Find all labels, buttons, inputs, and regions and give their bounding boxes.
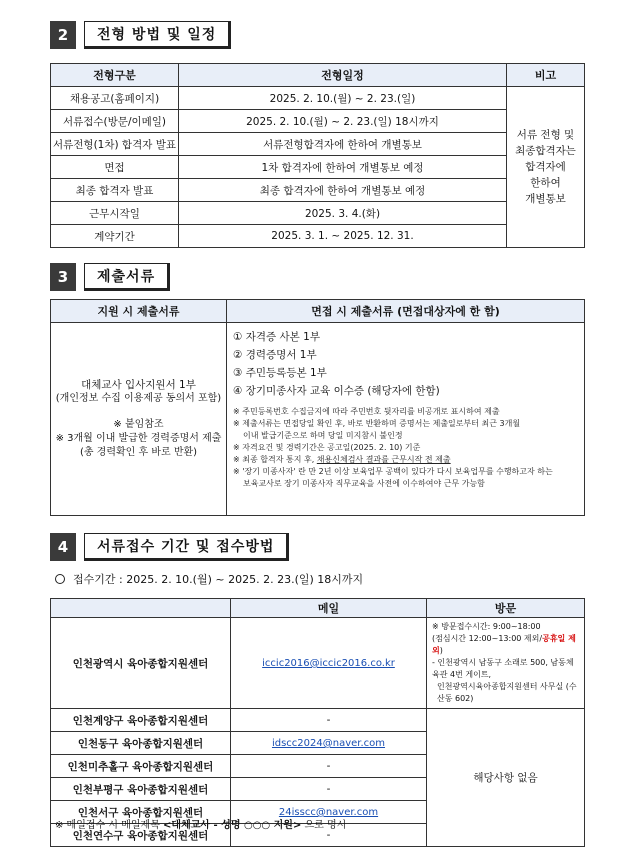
section-2-heading <box>50 21 231 49</box>
table-row <box>51 156 585 179</box>
footnote-text: 으로 명시 <box>301 820 347 831</box>
org-cell: 인천부평구 육아종합지원센터 <box>51 778 231 801</box>
visit-text: (점심시간 12:00~13:00 제외/ <box>432 634 543 643</box>
table-header: 지원 시 제출서류 <box>51 300 227 323</box>
table-row <box>51 110 585 133</box>
note-line: 서류 전형 및 <box>516 129 575 141</box>
mail-cell <box>231 618 427 709</box>
table-header: 방문 <box>427 599 585 618</box>
doc-line: ※ 붙임참조 <box>113 419 164 430</box>
stage-cell: 최종 합격자 발표 <box>51 179 179 202</box>
note-line: ※ '장기 미종사자' 란 만 2년 이상 보육업무 공백이 있다가 다시 보육업무를 수행하고자 하는 <box>233 467 553 476</box>
visit-line: ※ 방문접수시간: 9:00~18:00 <box>432 622 541 631</box>
table-header: 비고 <box>507 64 585 87</box>
note-line: 합격자에 <box>525 161 566 173</box>
mail-cell <box>231 732 427 755</box>
doc-line: 대체교사 입사지원서 1부 <box>81 379 196 391</box>
mail-cell: - <box>231 709 427 732</box>
note-line: 한하여 <box>530 177 561 189</box>
period-text: 접수기간 : 2025. 2. 10.(월) ~ 2025. 2. 23.(일) 18시까지 <box>73 573 364 586</box>
org-cell: 인천광역시 육아종합지원센터 <box>51 618 231 709</box>
table-row <box>51 225 585 248</box>
footnote-text: ※ 메일접수 시 메일제목 <box>55 820 164 831</box>
table-row <box>51 618 585 709</box>
note-cell <box>507 87 585 248</box>
visit-line <box>432 633 579 657</box>
note-line <box>233 454 578 466</box>
email-subject-footnote <box>55 816 346 831</box>
org-cell: 인천동구 육아종합지원센터 <box>51 732 231 755</box>
table-row <box>51 179 585 202</box>
visit-other-cell: 해당사항 없음 <box>427 709 585 847</box>
section-number: 2 <box>50 21 76 49</box>
list-item: ③ 주민등록등본 1부 <box>233 367 327 379</box>
note-line: ※ 자격요건 및 경력기간은 공고일(2025. 2. 10) 기준 <box>233 443 421 452</box>
email-link[interactable]: idscc2024@naver.com <box>271 738 386 749</box>
list-item: ① 자격증 사본 1부 <box>233 331 320 343</box>
schedule-cell: 2025. 2. 10.(월) ~ 2. 23.(일) <box>179 87 507 110</box>
circle-bullet-icon <box>55 574 65 584</box>
visit-text: ) <box>439 646 443 655</box>
table-row <box>51 87 585 110</box>
submission-table <box>50 598 585 847</box>
stage-cell: 서류접수(방문/이메일) <box>51 110 179 133</box>
visit-line: 인천광역시육아종합지원센터 사무실 (수산동 602) <box>437 682 577 703</box>
doc-line: ※ 3개월 이내 발급한 경력증명서 제출 <box>55 433 222 444</box>
stage-cell: 면접 <box>51 156 179 179</box>
footnote-subject: <대체교사 - 성명 ○○○ 지원> <box>163 820 302 831</box>
schedule-cell: 2025. 3. 1. ~ 2025. 12. 31. <box>179 225 507 248</box>
section-title: 제출서류 <box>84 263 170 291</box>
org-cell: 인천미추홀구 육아종합지원센터 <box>51 755 231 778</box>
section-4-heading <box>50 533 289 561</box>
section-3-heading <box>50 263 170 291</box>
email-link[interactable]: iccic2016@iccic2016.co.kr <box>262 658 395 669</box>
table-header: 면접 시 제출서류 (면접대상자에 한 함) <box>227 300 585 323</box>
note-line: 보육교사로 장기 미종사자 직무교육을 사전에 이수하여야 근무 가능함 <box>243 479 485 488</box>
schedule-cell: 2025. 2. 10.(월) ~ 2. 23.(일) 18시까지 <box>179 110 507 133</box>
email-link[interactable]: 24isscc@naver.com <box>278 807 379 818</box>
note-line: 최종합격자는 <box>515 145 576 157</box>
section-number: 3 <box>50 263 76 291</box>
mail-cell: - <box>231 824 427 847</box>
mail-cell: - <box>231 778 427 801</box>
section-number: 4 <box>50 533 76 561</box>
stage-cell: 서류전형(1차) 합격자 발표 <box>51 133 179 156</box>
table-row <box>51 709 585 732</box>
note-underlined-text: 채용신체검사 결과를 근무시작 전 제출 <box>316 455 451 464</box>
mail-cell: - <box>231 755 427 778</box>
doc-line: (총 경력확인 후 바로 반환) <box>79 447 198 458</box>
doc-line: (개인정보 수집 이용제공 동의서 포함) <box>55 393 222 404</box>
org-cell: 인천서구 육아종합지원센터 <box>51 801 231 824</box>
table-header <box>51 599 231 618</box>
stage-cell: 근무시작일 <box>51 202 179 225</box>
list-item: ② 경력증명서 1부 <box>233 349 317 361</box>
note-text: ※ 최종 합격자 통지 후, <box>233 455 317 464</box>
note-line: ※ 제출서류는 면접당일 확인 후, 바로 반환하며 증명서는 제출일로부터 최근 3개월 <box>233 419 521 428</box>
table-row <box>51 202 585 225</box>
org-cell: 인천계양구 육아종합지원센터 <box>51 709 231 732</box>
holiday-excluded-text: 공휴일 제외 <box>432 634 576 655</box>
table-header: 전형일정 <box>179 64 507 87</box>
schedule-cell: 최종 합격자에 한하여 개별통보 예정 <box>179 179 507 202</box>
schedule-table <box>50 63 585 248</box>
table-header: 메일 <box>231 599 427 618</box>
documents-table <box>50 299 585 516</box>
visit-line: - 인천광역시 남동구 소래로 500, 남동체육관 4번 게이트, <box>432 658 574 679</box>
org-cell: 인천연수구 육아종합지원센터 <box>51 824 231 847</box>
schedule-cell: 1차 합격자에 한하여 개별통보 예정 <box>179 156 507 179</box>
application-period <box>55 571 363 587</box>
note-line: 개별통보 <box>525 193 566 205</box>
interview-docs-cell <box>227 323 585 516</box>
section-title: 전형 방법 및 일정 <box>84 21 231 49</box>
schedule-cell: 2025. 3. 4.(화) <box>179 202 507 225</box>
stage-cell: 계약기간 <box>51 225 179 248</box>
note-line: 이내 발급기준으로 하며 당일 미지참시 불인정 <box>243 431 403 440</box>
section-title: 서류접수 기간 및 접수방법 <box>84 533 289 561</box>
table-row <box>51 133 585 156</box>
stage-cell: 채용공고(홈페이지) <box>51 87 179 110</box>
application-docs-cell <box>51 323 227 516</box>
note-line: ※ 주민등록번호 수집금지에 따라 주민번호 뒷자리를 비공개로 표시하여 제출 <box>233 407 500 416</box>
schedule-cell: 서류전형합격자에 한하여 개별통보 <box>179 133 507 156</box>
visit-cell <box>427 618 585 709</box>
list-item: ④ 장기미종사자 교육 이수증 (해당자에 한함) <box>233 385 440 397</box>
table-header: 전형구분 <box>51 64 179 87</box>
